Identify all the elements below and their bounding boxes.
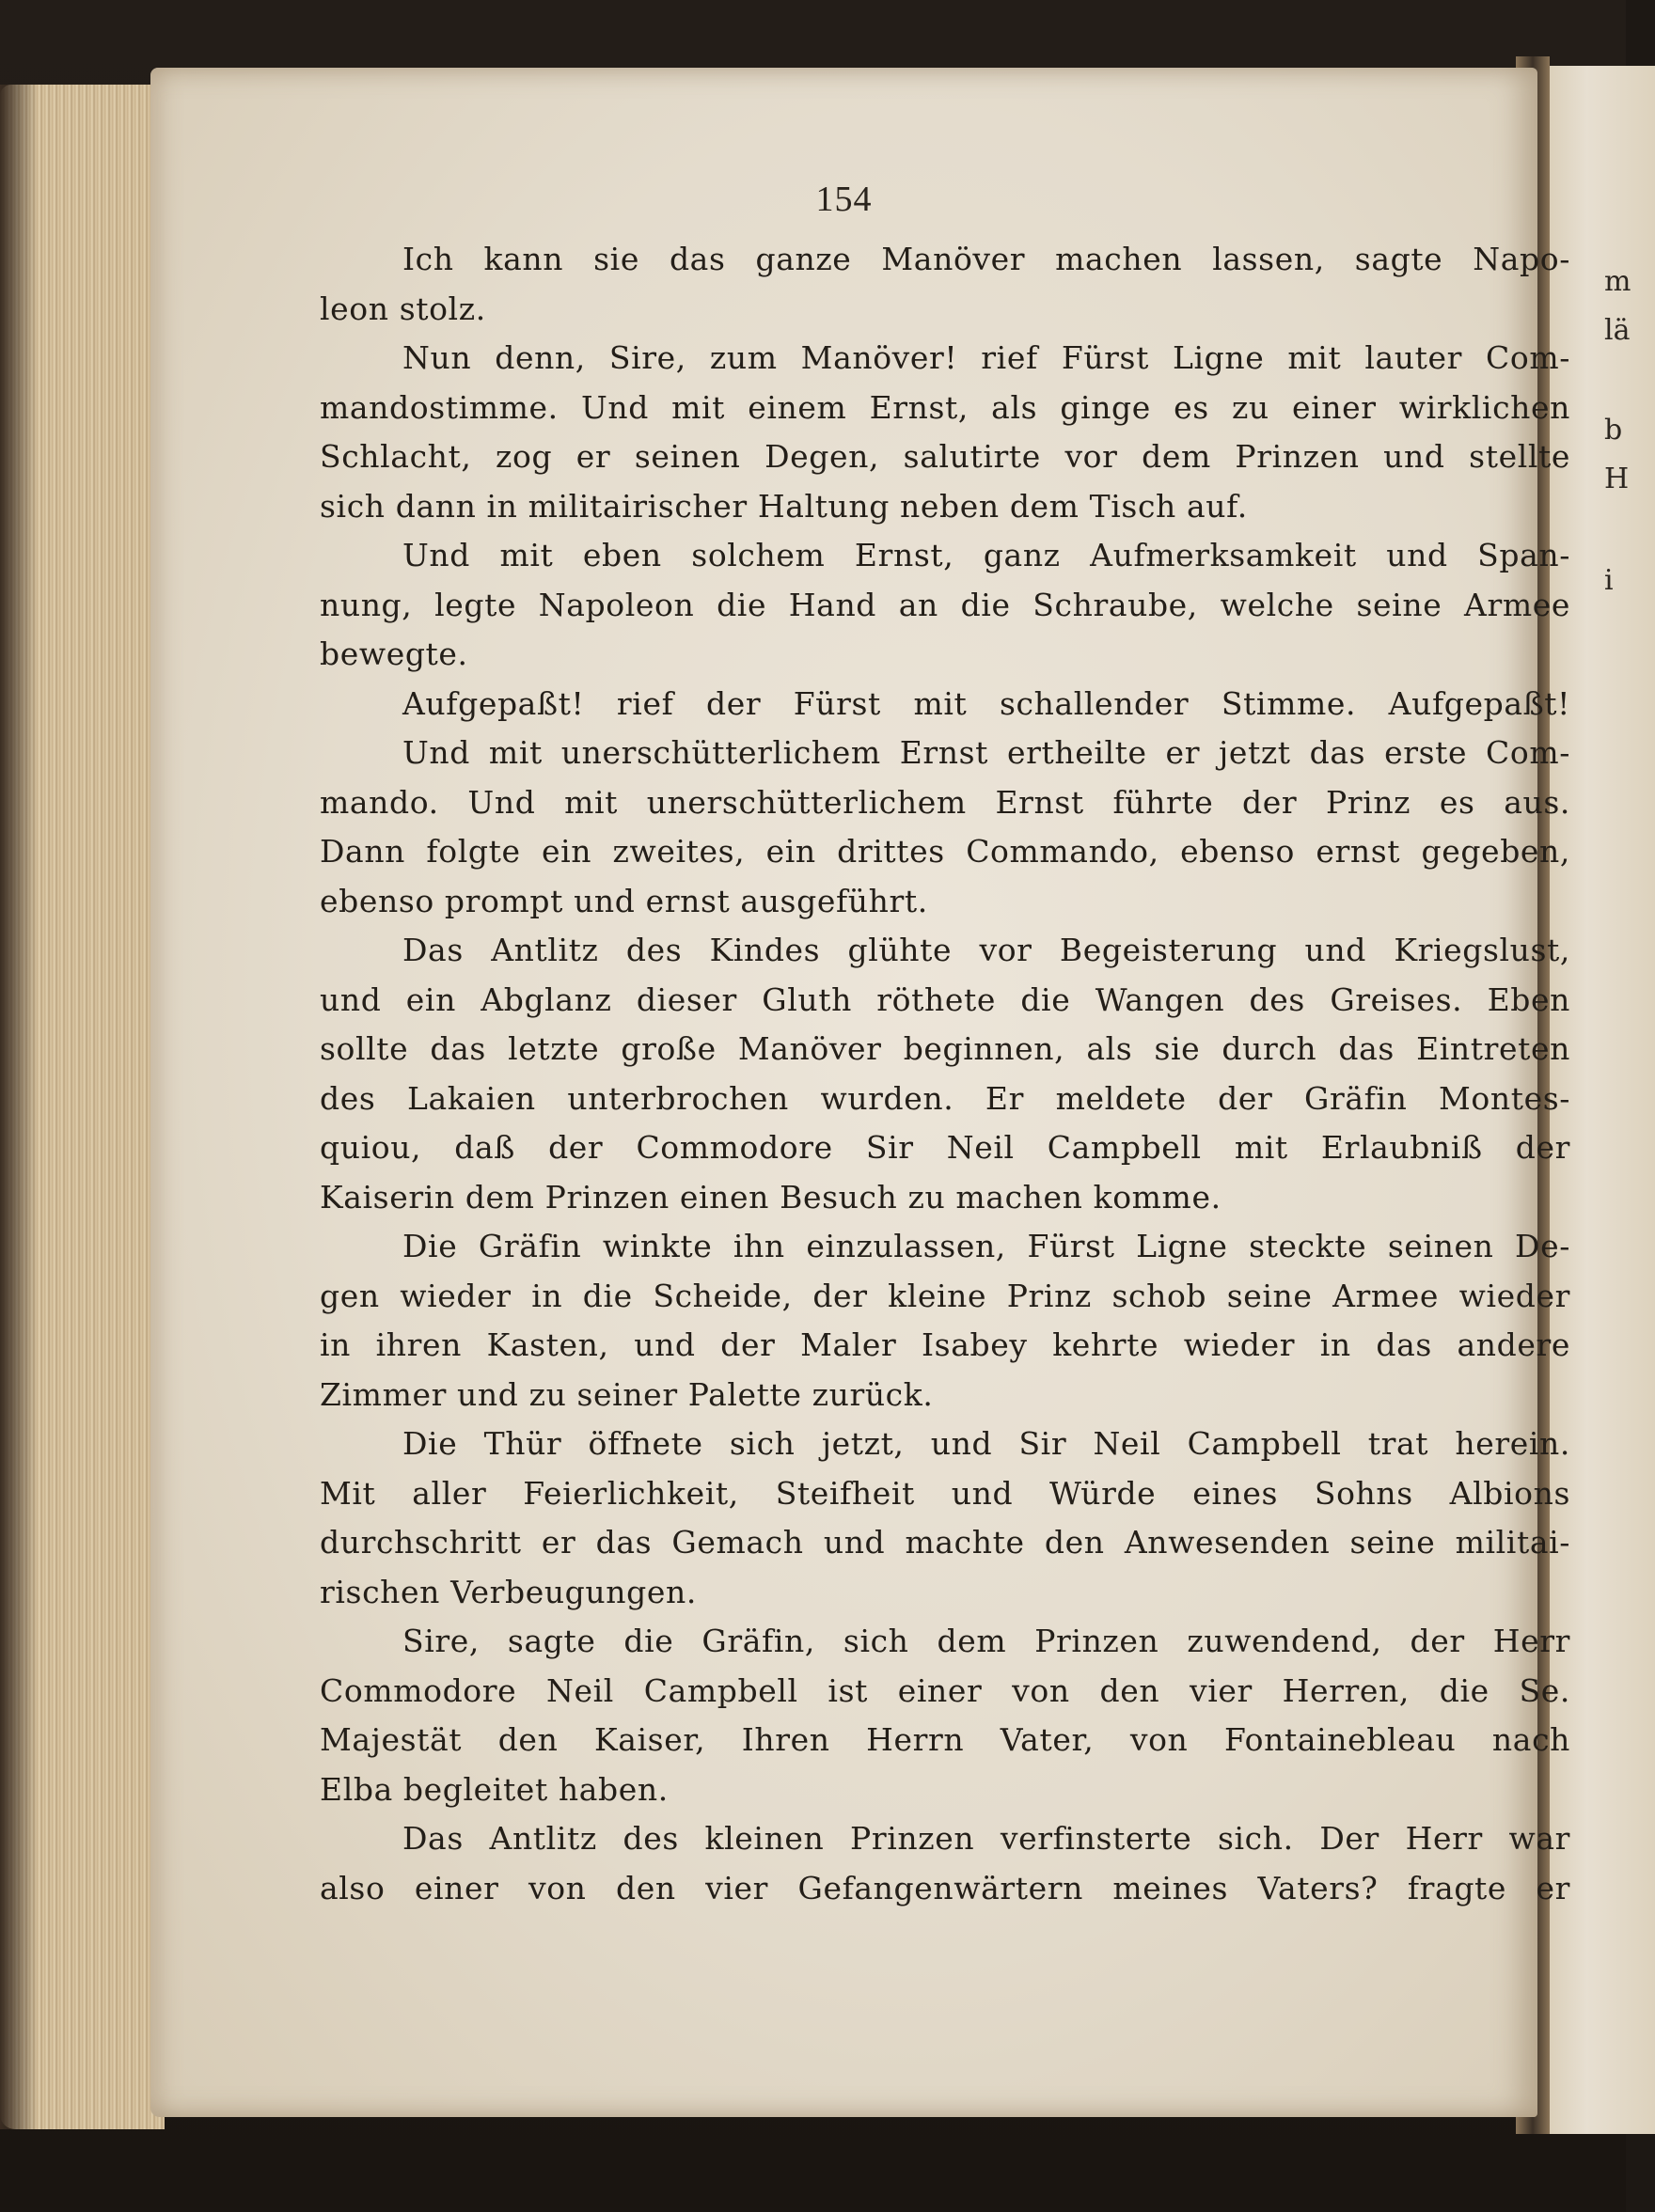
text-line-content: sollte das letzte große Manöver beginnen, als sie durch das Eintreten (320, 1030, 1570, 1067)
facing-page-fragment: b (1604, 414, 1623, 447)
text-line-content: rischen Verbeugungen. (320, 1573, 697, 1610)
text-line-content: Nun denn, Sire, zum Manöver! rief Fürst Ligne mit lauter Com- (402, 339, 1570, 376)
text-line-content: Aufgepaßt! rief der Fürst mit schallender Stimme. Aufgepaßt! (402, 684, 1570, 722)
text-line-content: Ich kann sie das ganze Manöver machen lassen, sagte Napo- (402, 241, 1570, 277)
text-line (320, 1864, 1570, 1914)
text-line (320, 1420, 1570, 1469)
text-line (320, 482, 1570, 532)
text-line (320, 1222, 1570, 1272)
facing-page-fragment: H (1604, 463, 1630, 495)
text-line (320, 630, 1570, 680)
text-line-content: des Lakaien unterbrochen wurden. Er meldete der Gräfin Montes- (320, 1079, 1570, 1117)
text-line-content: Elba begleitet haben. (320, 1770, 669, 1808)
text-line-content: bewegte. (320, 635, 468, 672)
text-line-content: Das Antlitz des kleinen Prinzen verfinsterte sich. Der Herr war (402, 1820, 1570, 1857)
text-line (320, 827, 1570, 877)
text-line-content: Schlacht, zog er seinen Degen, salutirte vor dem Prinzen und stellte (320, 438, 1570, 475)
text-line (320, 1123, 1570, 1173)
text-line-content: Und mit unerschütterlichem Ernst ertheilte er jetzt das erste Com- (402, 734, 1570, 771)
text-line-content: leon stolz. (320, 290, 486, 327)
text-line (320, 1518, 1570, 1568)
text-line-content: nung, legte Napoleon die Hand an die Schraube, welche seine Armee (320, 586, 1570, 623)
text-line (320, 235, 1570, 285)
text-line-content: mandostimme. Und mit einem Ernst, als ginge es zu einer wirklichen (320, 388, 1570, 426)
text-line (320, 334, 1570, 384)
text-line (320, 285, 1570, 335)
text-line (320, 1025, 1570, 1075)
text-line (320, 1321, 1570, 1371)
text-line (320, 581, 1570, 631)
text-line-content: also einer von den vier Gefangenwärtern meines Vaters? fragte er (320, 1869, 1570, 1906)
text-line-content: und ein Abglanz dieser Gluth röthete die Wangen des Greises. Eben (320, 980, 1570, 1018)
text-line (320, 926, 1570, 976)
text-line (320, 1075, 1570, 1124)
text-line-content: quiou, daß der Commodore Sir Neil Campbell mit Erlaubniß der (320, 1129, 1570, 1166)
text-line (320, 729, 1570, 778)
text-line (320, 778, 1570, 828)
text-line-content: sich dann in militairischer Haltung neben dem Tisch auf. (320, 487, 1248, 525)
text-line-content: mando. Und mit unerschütterlichem Ernst führte der Prinz es aus. (320, 783, 1570, 821)
text-line-content: Und mit eben solchem Ernst, ganz Aufmerksamkeit und Span- (402, 537, 1570, 573)
book-page (150, 68, 1570, 2117)
text-line (320, 877, 1570, 927)
text-line-content: Die Thür öffnete sich jetzt, und Sir Neil Campbell trat herein. (402, 1425, 1570, 1462)
text-line (320, 531, 1570, 581)
text-line (320, 1568, 1570, 1618)
text-line-content: gen wieder in die Scheide, der kleine Prinz schob seine Armee wieder (320, 1277, 1570, 1314)
book-edge-shadow (0, 85, 38, 2129)
text-line (320, 1667, 1570, 1717)
facing-page-fragment: lä (1604, 314, 1631, 347)
text-line (320, 432, 1570, 482)
text-line-content: Das Antlitz des Kindes glühte vor Begeisterung und Kriegslust, (402, 932, 1570, 968)
text-line (320, 1814, 1570, 1864)
text-line (320, 384, 1570, 433)
page-number: 154 (815, 180, 873, 219)
text-line (320, 1469, 1570, 1519)
body-text (320, 235, 1570, 1913)
text-line (320, 1716, 1570, 1765)
text-line-content: Kaiserin dem Prinzen einen Besuch zu machen komme. (320, 1178, 1222, 1216)
text-line-content: Zimmer und zu seiner Palette zurück. (320, 1375, 934, 1413)
text-line (320, 1272, 1570, 1322)
text-line (320, 1617, 1570, 1667)
text-line (320, 1371, 1570, 1420)
text-line-content: Sire, sagte die Gräfin, sich dem Prinzen zuwendend, der Herr (402, 1623, 1570, 1659)
text-line (320, 976, 1570, 1026)
text-line-content: Dann folgte ein zweites, ein drittes Commando, ebenso ernst gegeben, (320, 833, 1570, 870)
text-line (320, 680, 1570, 729)
text-line (320, 1765, 1570, 1815)
text-line-content: Die Gräfin winkte ihn einzulassen, Fürst Ligne steckte seinen De- (402, 1228, 1570, 1264)
text-line-content: ebenso prompt und ernst ausgeführt. (320, 882, 928, 919)
text-line-content: Commodore Neil Campbell ist einer von den vier Herren, die Se. (320, 1671, 1570, 1709)
text-line (320, 1173, 1570, 1223)
text-line-content: durchschritt er das Gemach und machte den Anwesenden seine militai- (320, 1524, 1570, 1561)
text-line-content: in ihren Kasten, und der Maler Isabey kehrte wieder in das andere (320, 1326, 1570, 1363)
facing-page-fragment: i (1604, 564, 1614, 597)
facing-page-fragment: m (1604, 265, 1631, 298)
text-line-content: Majestät den Kaiser, Ihren Herrn Vater, von Fontainebleau nach (320, 1721, 1570, 1758)
text-line-content: Mit aller Feierlichkeit, Steifheit und Würde eines Sohns Albions (320, 1474, 1570, 1512)
